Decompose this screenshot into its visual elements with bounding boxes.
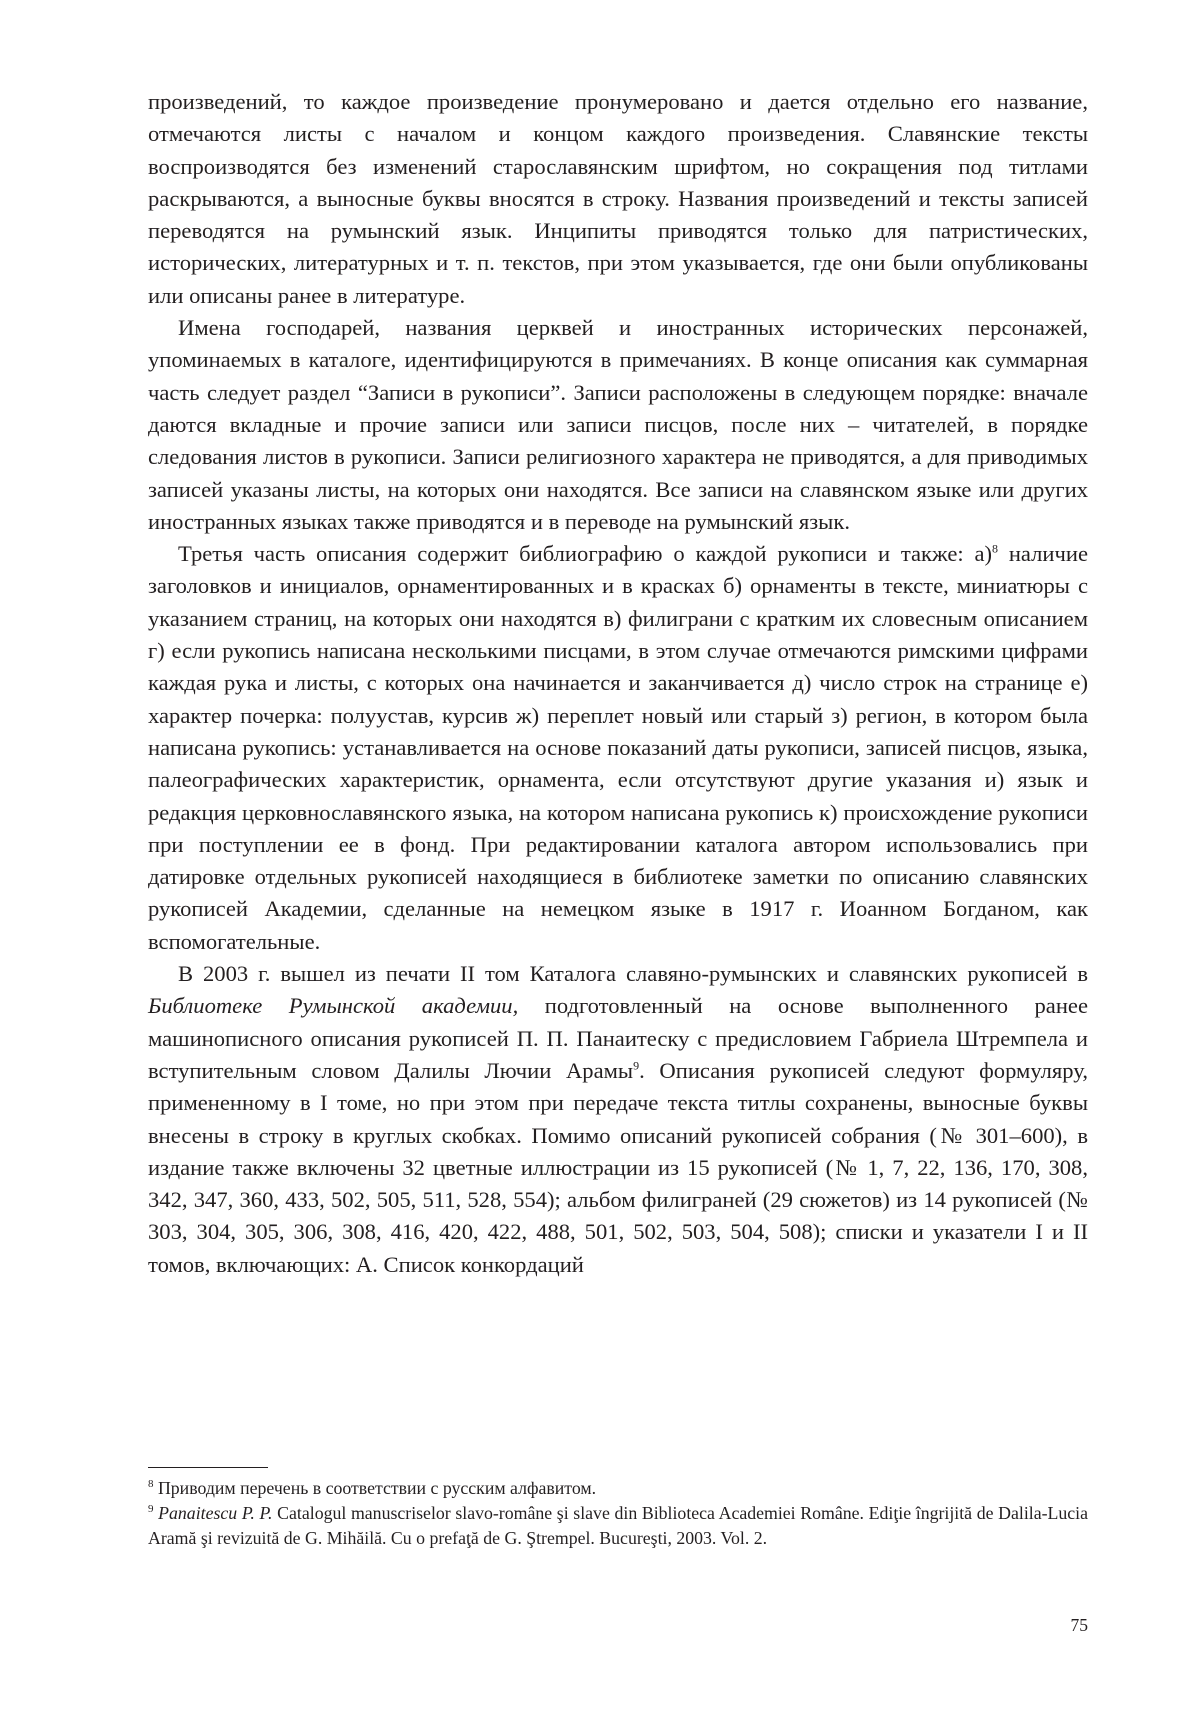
- footnote-8: [148, 1476, 1088, 1501]
- paragraph-4: [148, 958, 1088, 1281]
- page-number: 75: [1071, 1615, 1089, 1636]
- footnote-ref-8: 8: [992, 542, 998, 556]
- paragraph-4-part-b: подготовленный на основе выполненного ранее машинописного описания рукописей П. П. Панаитеску с предисловием Габриела Штремпела и вступительным словом Далилы Лючии Арамы: [148, 993, 1088, 1083]
- footnote-9-text: Catalogul manuscriselor slavo-române şi slave din Biblioteca Academiei Române. Ediţie îngrijită de Dalila-Lucia Aramă şi revizuită de G. Mihăilă. Cu o prefaţă de G. Ştrempel. Bucureşti, 2003. Vol. 2.: [148, 1503, 1088, 1548]
- paragraph-4-part-a: В 2003 г. вышел из печати II том Каталога славяно-румынских и славянских рукописей в: [178, 961, 1088, 986]
- paragraph-3-part-a: Третья часть описания содержит библиографию о каждой рукописи и также: а): [178, 541, 992, 566]
- footnote-9: [148, 1501, 1088, 1551]
- footnote-ref-9: 9: [633, 1058, 639, 1072]
- footnote-8-number: 8: [148, 1478, 154, 1490]
- footnote-9-number: 9: [148, 1503, 154, 1515]
- document-page: [0, 0, 1200, 1719]
- footnote-separator: [148, 1467, 268, 1468]
- footnote-9-author: Panaitescu P. P.: [158, 1503, 272, 1523]
- paragraph-4-part-c: . Описания рукописей следуют формуляру, примененному в I томе, но при этом при передаче текста титлы сохранены, выносные буквы внесены в строку в круглых скобках. Помимо описаний рукописей собрания (№ 301–600), в издание также включены 32 цветные иллюстрации из 15 рукописей (№ 1, 7, 22, 136, 170, 308, 342, 347, 360, 433, 502, 505, 511, 528, 554); альбом филиграней (29 сюжетов) из 14 рукописей (№ 303, 304, 305, 306, 308, 416, 420, 422, 488, 501, 502, 503, 504, 508); списки и указатели I и II томов, включающих: А. Список конкордаций: [148, 1058, 1088, 1277]
- body-text: [148, 86, 1088, 1281]
- paragraph-4-italic: Библиотеке Румынской академии,: [148, 993, 518, 1018]
- paragraph-1: произведений, то каждое произведение пронумеровано и дается отдельно его название, отмечаются листы с началом и концом каждого произведения. Славянские тексты воспроизводятся без изменений старославянским шрифтом, но сокращения под титлами раскрываются, а выносные буквы вносятся в строку. Названия произведений и тексты записей переводятся на румынский язык. Инципиты приводятся только для патристических, исторических, литературных и т. п. текстов, при этом указывается, где они были опубликованы или описаны ранее в литературе.: [148, 86, 1088, 312]
- paragraph-3: [148, 538, 1088, 958]
- paragraph-3-part-b: наличие заголовков и инициалов, орнаментированных и в красках б) орнаменты в тексте, миниатюры с указанием страниц, на которых они находятся в) филиграни с кратким их словесным описанием г) если рукопись написана несколькими писцами, в этом случае отмечаются римскими цифрами каждая рука и листы, с которых она начинается и заканчивается д) число строк на странице е) характер почерка: полуустав, курсив ж) переплет новый или старый з) регион, в котором была написана рукопись: устанавливается на основе показаний даты рукописи, записей писцов, языка, палеографических характеристик, орнамента, если отсутствуют другие указания и) язык и редакция церковнославянского языка, на котором написана рукопись к) происхождение рукописи при поступлении ее в фонд. При редактировании каталога автором использовались при датировке отдельных рукописей находящиеся в библиотеке заметки по описанию славянских рукописей Академии, сделанные на немецком языке в 1917 г. Иоанном Богданом, как вспомогательные.: [148, 541, 1088, 954]
- paragraph-2: Имена господарей, названия церквей и иностранных исторических персонажей, упоминаемых в каталоге, идентифицируются в примечаниях. В конце описания как суммарная часть следует раздел “Записи в рукописи”. Записи расположены в следующем порядке: вначале даются вкладные и прочие записи или записи писцов, после них – читателей, в порядке следования листов в рукописи. Записи религиозного характера не приводятся, а для приводимых записей указаны листы, на которых они находятся. Все записи на славянском языке или других иностранных языках также приводятся и в переводе на румынский язык.: [148, 312, 1088, 538]
- footnotes: [148, 1476, 1088, 1551]
- footnote-8-text: Приводим перечень в соответствии с русским алфавитом.: [154, 1478, 597, 1498]
